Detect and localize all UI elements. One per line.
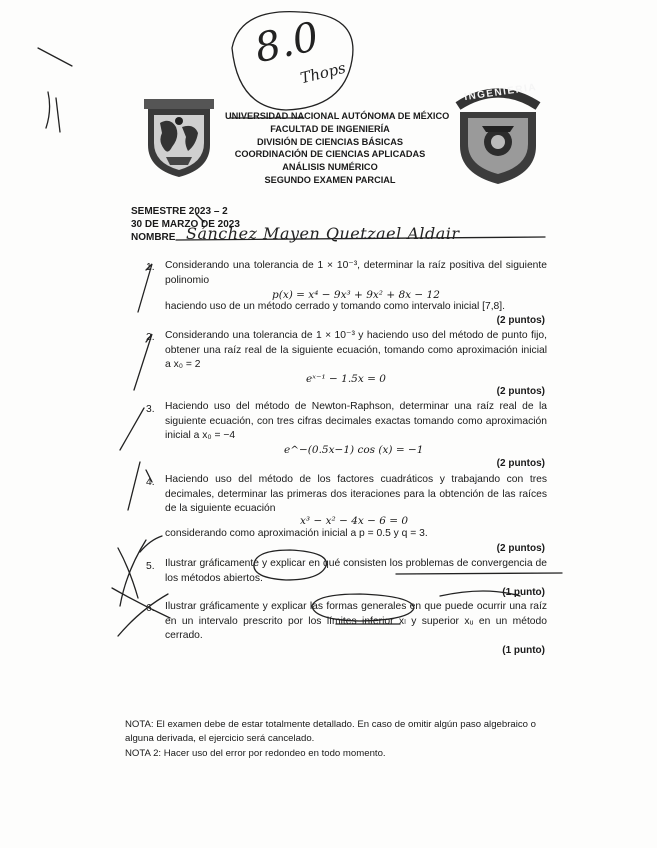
name-label: NOMBRE bbox=[131, 232, 176, 243]
q3-points: (2 puntos) bbox=[496, 458, 545, 469]
q3-equation: e^−(0.5x−1) cos (x) = −1 bbox=[284, 444, 424, 456]
q4-points: (2 puntos) bbox=[496, 543, 545, 554]
q5-points: (1 punto) bbox=[502, 587, 545, 598]
q1-equation: p(x) = x⁴ − 9x³ + 9x² + 8x − 12 bbox=[272, 289, 440, 301]
header-line-coordination: COORDINACIÓN DE CIENCIAS APLICADAS bbox=[234, 149, 426, 160]
q1-number: 1. bbox=[146, 262, 155, 273]
header-line-faculty: FACULTAD DE INGENIERÍA bbox=[270, 123, 390, 134]
grade-initials: Thops bbox=[298, 58, 348, 88]
q4-number: 4. bbox=[146, 477, 155, 488]
q2-text: Considerando una tolerancia de 1 × 10⁻³ y haciendo uso del método de punto fijo, obtener una raíz real de la siguiente ecuación, tomando como aproximación inicial a x₀ = 2 bbox=[165, 330, 547, 371]
ingenieria-logo-text: INGENIERIA bbox=[463, 81, 538, 104]
q2-number: 2. bbox=[146, 332, 155, 343]
q3-number: 3. bbox=[146, 404, 155, 415]
q4-text: Haciendo uso del método de los factores cuadráticos y trabajando con tres decimales, determinar las primeras dos iteraciones para la obtención de las raíces de la siguiente ecuación bbox=[165, 474, 547, 515]
q2-equation: eˣ⁻¹ − 1.5x = 0 bbox=[306, 373, 386, 385]
q1-text: Considerando una tolerancia de 1 × 10⁻³, determinar la raíz positiva del siguiente polinomio bbox=[165, 260, 547, 286]
q6-text: Ilustrar gráficamente y explicar las formas generales en que puede ocurrir una raíz en un intervalo prescrito por los límites inferior xₗ y superior xᵤ en un método cerrado. bbox=[165, 601, 547, 642]
header-line-division: DIVISIÓN DE CIENCIAS BÁSICAS bbox=[257, 136, 403, 147]
note-2: NOTA 2: Hacer uso del error por redondeo en todo momento. bbox=[125, 748, 386, 759]
grade-score: 8.0 bbox=[250, 13, 323, 73]
q1-points: (2 puntos) bbox=[496, 315, 545, 326]
header-line-course: ANÁLISIS NUMÉRICO bbox=[282, 162, 378, 173]
exam-date: 30 DE MARZO DE 2023 bbox=[131, 219, 240, 230]
q5-number: 5. bbox=[146, 561, 155, 572]
q1-text-after: haciendo uso de un método cerrado y tomando como intervalo inicial [7,8]. bbox=[165, 301, 505, 312]
q2-points: (2 puntos) bbox=[496, 386, 545, 397]
q5-text: Ilustrar gráficamente y explicar en qué consisten los problemas de convergencia de los métodos abiertos. bbox=[165, 558, 547, 584]
q4-text-after: considerando como aproximación inicial a p = 0.5 y q = 3. bbox=[165, 528, 428, 539]
note-1: NOTA: El examen debe de estar totalmente detallado. En caso de omitir algún paso algebraico o alguna derivada, el ejercicio será cancelado. bbox=[125, 719, 536, 745]
student-name: Sánchez Mayen Quetzael Aldair bbox=[186, 224, 460, 243]
q6-points: (1 punto) bbox=[502, 645, 545, 656]
q6-number: 6. bbox=[146, 603, 155, 614]
header-line-exam: SEGUNDO EXAMEN PARCIAL bbox=[264, 174, 396, 185]
header-line-university: UNIVERSIDAD NACIONAL AUTÓNOMA DE MÉXICO bbox=[225, 111, 450, 121]
q4-equation: x³ − x² − 4x − 6 = 0 bbox=[300, 515, 409, 527]
q3-text: Haciendo uso del método de Newton-Raphson, determinar una raíz real de la siguiente ecuación, con tres cifras decimales exactas tomando como aproximación inicial a x₀ = −4 bbox=[165, 401, 547, 442]
semester: SEMESTRE 2023 – 2 bbox=[131, 206, 228, 217]
